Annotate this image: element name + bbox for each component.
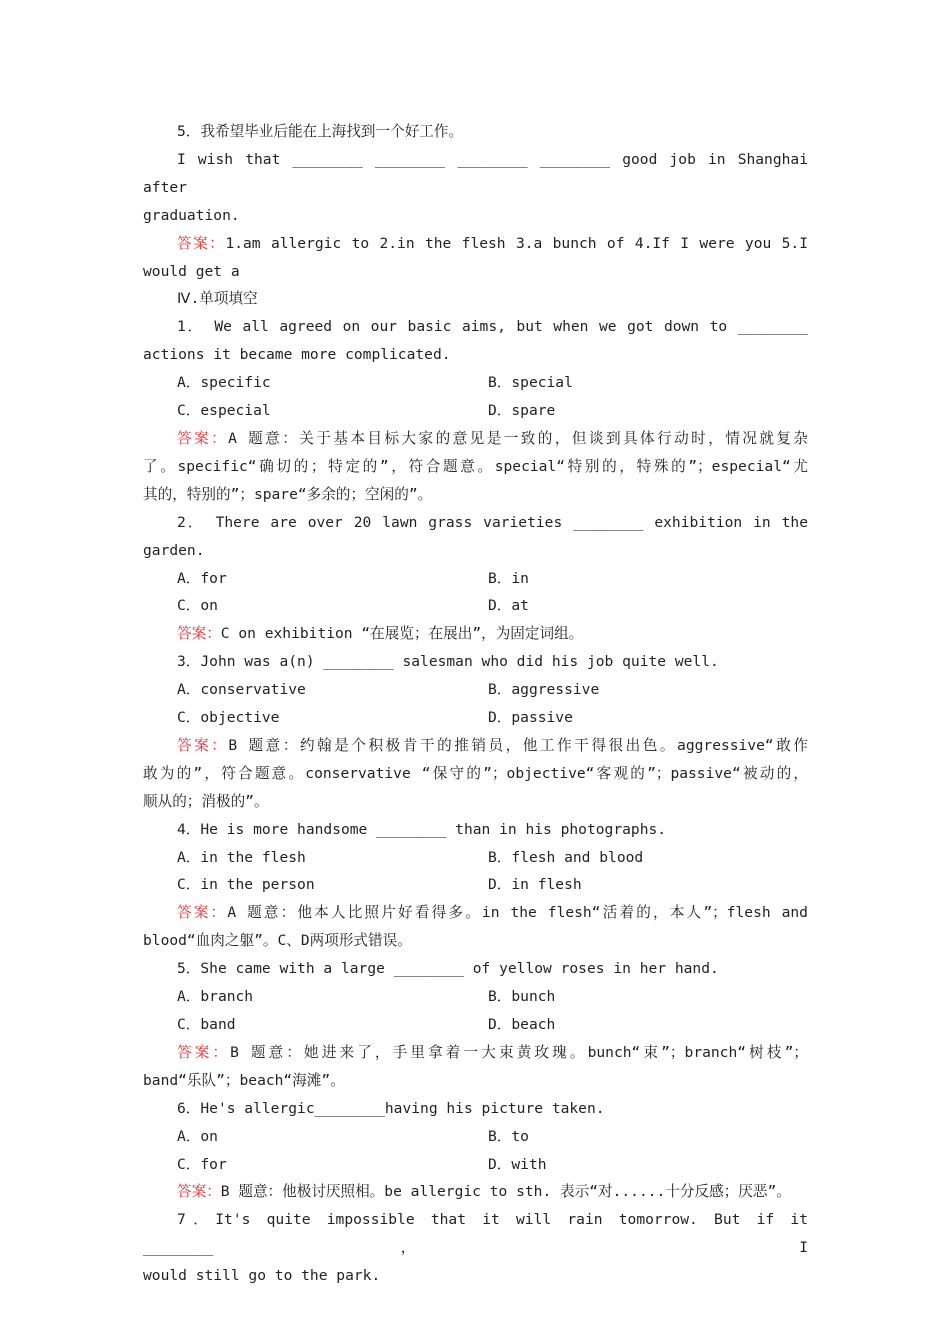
option: C．in the person [177,876,315,894]
answer-line [143,1178,808,1206]
option: A．specific [177,374,271,392]
option: D．passive [488,709,573,727]
option: D．in flesh [488,876,582,894]
option: B．flesh and blood [488,848,644,866]
question-stem: 7．It's quite impossible that it will rain tomorrow. But if it ________， I [143,1211,808,1257]
option: A．conservative [177,681,306,699]
option: A．branch [177,988,254,1006]
question-stem: garden. [143,541,205,559]
answer-line [143,899,808,927]
option: C．objective [177,709,280,727]
option-row [143,592,808,620]
answer-text: A 题意：他本人比照片好看得多。in the flesh“活着的，本人”；flesh and [227,904,808,922]
answer-text: A 题意：关于基本目标大家的意见是一致的，但谈到具体行动时，情况就复杂 [228,429,808,447]
option-row [143,983,808,1011]
answer-line [143,620,808,648]
option: B．special [488,374,573,392]
answer-line: 了。specific“确切的；特定的”，符合题意。special“特别的，特殊的”；especial“尤 [143,457,808,475]
answer-line [143,230,808,258]
option-row [143,1123,808,1151]
option-row [143,676,808,704]
answer-text: B 题意：她进来了，手里拿着一大束黄玫瑰。bunch“束”；branch“树枝”； [230,1043,808,1061]
option-row [143,1151,808,1179]
answer-line: 其的，特别的”；spare“多余的；空闲的”。 [143,485,433,503]
question-stem: would still go to the park. [143,1267,381,1285]
question-stem: 6．He's allergic________having his picture taken. [177,1099,605,1117]
answer-text: 1.am allergic to 2.in the flesh 3.a bunch of 4.If I were you 5.I [225,234,808,252]
section-title: Ⅳ.单项填空 [177,290,258,308]
translation-sentence-line: I wish that ________ ________ ________ ________ good job in Shanghai after [143,150,808,196]
answer-label: 答案： [177,1183,221,1201]
option-row [143,369,808,397]
answer-text: C on exhibition “在展览；在展出”，为固定词组。 [220,625,584,643]
answer-label: 答案： [177,429,229,447]
option-row [143,1011,808,1039]
question-stem: actions it became more complicated. [143,346,451,364]
answer-line: blood“血肉之躯”。C、D两项形式错误。 [143,932,412,950]
option: D．with [488,1155,547,1173]
option-row [143,397,808,425]
option: A．in the flesh [177,848,306,866]
answer-line: would get a [143,262,240,280]
option: B．bunch [488,988,556,1006]
answer-line [143,425,808,453]
option: C．on [177,597,218,615]
question-stem: 3．John was a(n) ________ salesman who did his job quite well. [177,653,719,671]
answer-text: B 题意：他极讨厌照相。be allergic to sth. 表示“对......十分反感；厌恶”。 [220,1183,791,1201]
document-page [143,118,808,1290]
question-stem: 2． There are over 20 lawn grass varieties ________ exhibition in the [177,513,808,531]
option-row [143,704,808,732]
option: D．at [488,597,529,615]
option: C．band [177,1016,236,1033]
option: A．on [177,1127,218,1145]
answer-label: 答案： [177,1043,231,1061]
question-stem: 4．He is more handsome ________ than in his photographs. [177,820,667,838]
answer-label: 答案： [177,736,229,754]
translation-sentence-line: graduation. [143,206,240,224]
option: C．especial [177,402,271,420]
question-stem: 5．She came with a large ________ of yellow roses in her hand. [177,960,719,978]
answer-label: 答案： [177,904,228,922]
answer-label: 答案： [177,625,221,643]
answer-label: 答案： [177,234,226,252]
option-row [143,871,808,899]
answer-line [143,732,808,760]
option-row [143,844,808,872]
option: B．in [488,569,529,587]
answer-line: 顺从的；消极的”。 [143,792,269,810]
translation-prompt: 5．我希望毕业后能在上海找到一个好工作。 [177,123,464,140]
option: C．for [177,1155,227,1173]
answer-text: B 题意：约翰是个积极肯干的推销员，他工作干得很出色。aggressive“敢作 [228,736,808,754]
option: D．spare [488,402,556,420]
answer-line: 敢为的”，符合题意。conservative “保守的”；objective“客观的”；passive“被动的， [143,764,808,782]
answer-line [143,1039,808,1067]
option: B．to [488,1127,529,1145]
question-stem: 1． We all agreed on our basic aims, but when we got down to ________ [177,318,808,336]
option: A．for [177,569,227,587]
option: D．beach [488,1016,556,1033]
option: B．aggressive [488,681,600,699]
option-row [143,565,808,593]
answer-line: band“乐队”；beach“海滩”。 [143,1071,345,1089]
